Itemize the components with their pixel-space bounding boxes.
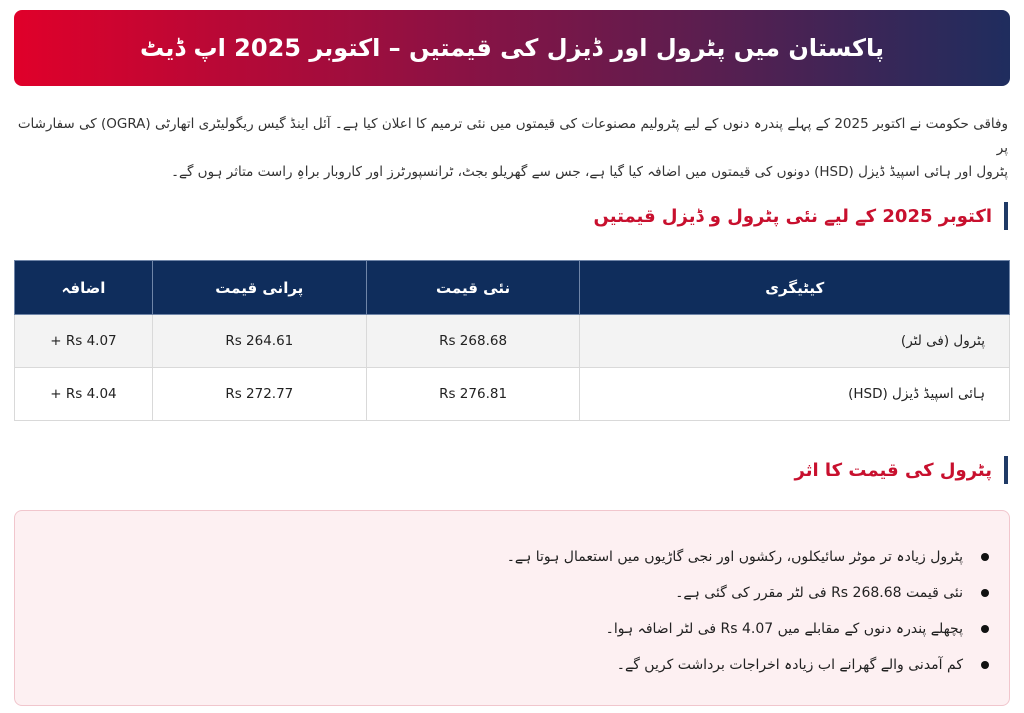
cell-category: پٹرول (فی لٹر) xyxy=(580,315,1010,368)
price-table xyxy=(14,260,1010,421)
cell-category: ہائی اسپیڈ ڈیزل (HSD) xyxy=(580,368,1010,421)
header-new-price: نئی قیمت xyxy=(366,261,580,315)
header-old-price: پرانی قیمت xyxy=(152,261,366,315)
page-banner xyxy=(14,10,1010,86)
page-title: پاکستان میں پٹرول اور ڈیزل کی قیمتیں – اکتوبر 2025 اپ ڈیٹ xyxy=(140,34,885,62)
impact-item-text: پٹرول زیادہ تر موٹر سائیکلوں، رکشوں اور نجی گاڑیوں میں استعمال ہوتا ہے۔ xyxy=(506,549,963,565)
cell-old-price: Rs 272.77 xyxy=(152,368,366,421)
intro-line-1: وفاقی حکومت نے اکتوبر 2025 کے پہلے پندرہ دنوں کے لیے پٹرولیم مصنوعات کی قیمتوں میں نئی ترمیم کا اعلان کیا ہے۔ آئل اینڈ گیس ریگولیٹری اتھارٹی (OGRA) کی سفارشات پر xyxy=(17,116,1008,156)
impact-section-title: پٹرول کی قیمت کا اثر xyxy=(795,456,1008,484)
impact-list xyxy=(507,539,989,683)
cell-old-price: Rs 264.61 xyxy=(152,315,366,368)
bullet-icon xyxy=(981,625,989,633)
list-item xyxy=(507,611,989,647)
impact-box xyxy=(14,510,1010,706)
cell-increase: + Rs 4.07 xyxy=(15,315,153,368)
impact-item-text: نئی قیمت Rs 268.68 فی لٹر مقرر کی گئی ہے۔ xyxy=(675,585,963,601)
cell-new-price: Rs 276.81 xyxy=(366,368,580,421)
bullet-icon xyxy=(981,589,989,597)
list-item xyxy=(507,647,989,683)
intro-paragraph xyxy=(16,112,1008,184)
list-item xyxy=(507,539,989,575)
impact-item-text: کم آمدنی والے گھرانے اب زیادہ اخراجات برداشت کریں گے۔ xyxy=(616,657,963,673)
prices-section-title: اکتوبر 2025 کے لیے نئی پٹرول و ڈیزل قیمتیں xyxy=(594,202,1008,230)
table-row xyxy=(15,368,1010,421)
header-increase: اضافہ xyxy=(15,261,153,315)
table-header-row xyxy=(15,261,1010,315)
bullet-icon xyxy=(981,553,989,561)
bullet-icon xyxy=(981,661,989,669)
impact-item-text: پچھلے پندرہ دنوں کے مقابلے میں Rs 4.07 فی لٹر اضافہ ہوا۔ xyxy=(605,621,963,637)
header-category: کیٹیگری xyxy=(580,261,1010,315)
table-row xyxy=(15,315,1010,368)
cell-increase: + Rs 4.04 xyxy=(15,368,153,421)
list-item xyxy=(507,575,989,611)
intro-line-2: پٹرول اور ہائی اسپیڈ ڈیزل (HSD) دونوں کی قیمتوں میں اضافہ کیا گیا ہے، جس سے گھریلو بجٹ، ٹرانسپورٹرز اور کاروبار براہِ راست متاثر ہوں گے۔ xyxy=(171,164,1008,180)
cell-new-price: Rs 268.68 xyxy=(366,315,580,368)
